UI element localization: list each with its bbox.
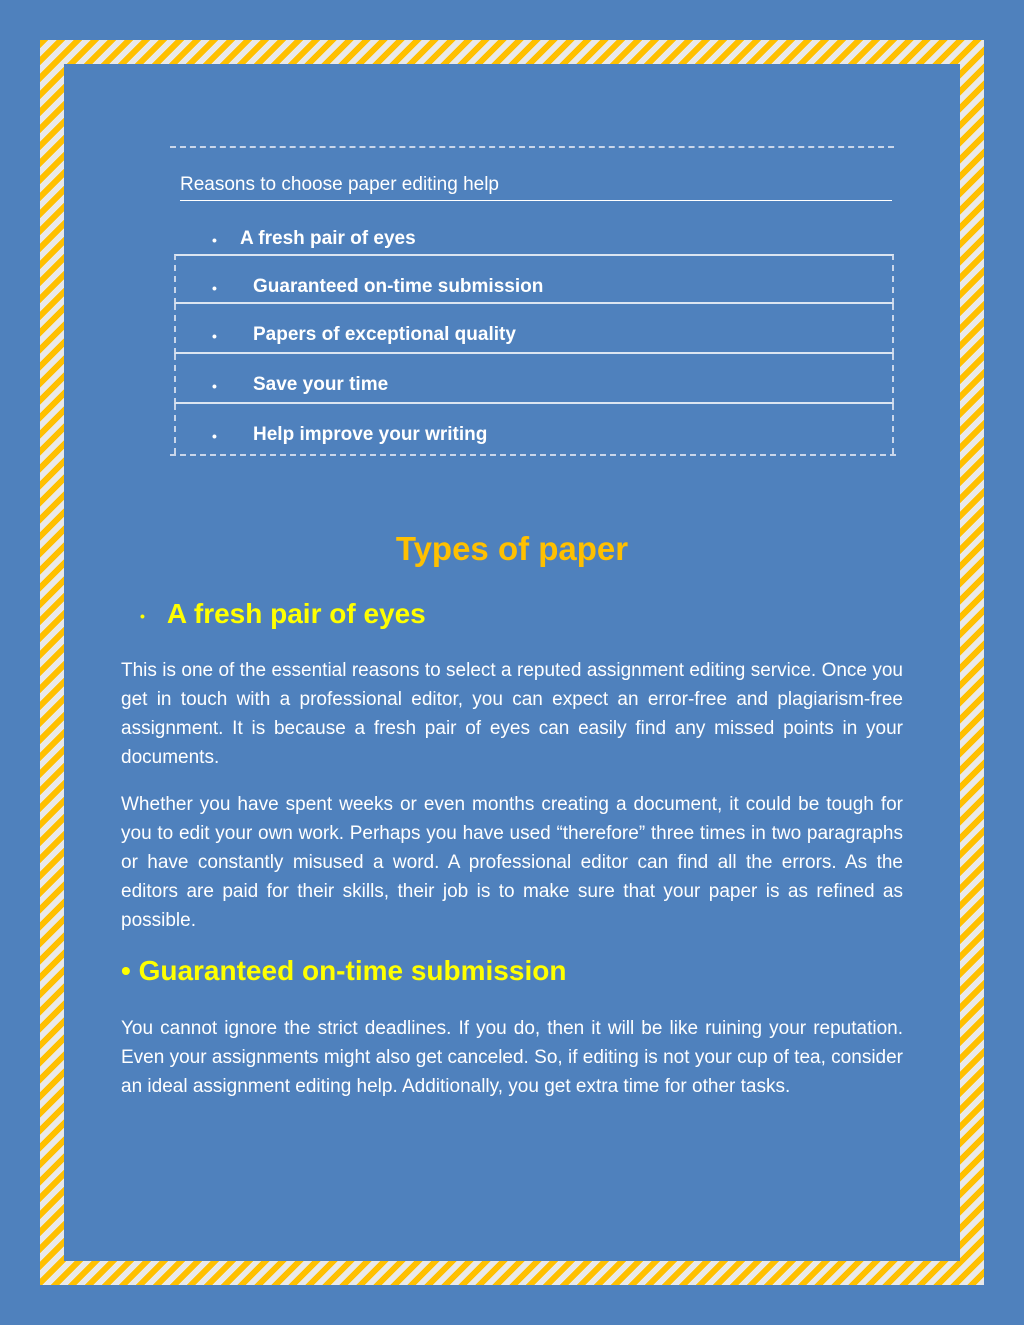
page-heading: Types of paper: [395, 530, 629, 567]
toc-title: Reasons to choose paper editing help: [180, 174, 892, 201]
toc-item-label: Guaranteed on-time submission: [253, 276, 544, 297]
bullet-icon: •: [212, 328, 217, 344]
toc-bottom-dashed-line: [170, 454, 896, 456]
toc-item-label: Save your time: [253, 374, 389, 395]
paragraph: Whether you have spent weeks or even months creating a document, it could be tough for you to edit your own work. Perhaps you have used “therefore” three times in two paragraphs or have constantly misused a word. A professional editor can find all the errors. As the editors are paid for their skills, their job is to make sure that your paper is as refined as possible.: [121, 794, 903, 931]
toc-item[interactable]: [174, 354, 894, 404]
paragraph: This is one of the essential reasons to select a reputed assignment editing service. Once you get in touch with a professional editor, you can expect an error-free and plagiarism-free assignment. It is because a fresh pair of eyes can easily find any missed points in your documents.: [121, 660, 903, 768]
toc-top-dashed-line: [170, 146, 894, 148]
toc-item-label: A fresh pair of eyes: [240, 228, 416, 249]
bullet-icon: •: [212, 232, 217, 248]
toc-item[interactable]: [174, 304, 894, 354]
bullet-icon: •: [140, 607, 145, 624]
section-heading-fresh-eyes: [140, 598, 426, 630]
section-heading-on-time: • Guaranteed on-time submission: [121, 955, 567, 986]
toc-item-label: Help improve your writing: [253, 424, 488, 445]
toc-item[interactable]: [174, 404, 894, 454]
bullet-icon: •: [212, 378, 217, 394]
table-of-contents: [174, 150, 894, 456]
bullet-icon: •: [212, 280, 217, 296]
toc-item[interactable]: [174, 254, 894, 304]
toc-item-label: Papers of exceptional quality: [253, 324, 516, 345]
paragraph: You cannot ignore the strict deadlines. If you do, then it will be like ruining your reputation. Even your assignments might also get canceled. So, if editing is not your cup of tea, consider an ideal assignment editing help. Additionally, you get extra time for other tasks.: [121, 1018, 903, 1097]
section-title: A fresh pair of eyes: [166, 598, 426, 629]
bullet-icon: •: [212, 428, 217, 444]
